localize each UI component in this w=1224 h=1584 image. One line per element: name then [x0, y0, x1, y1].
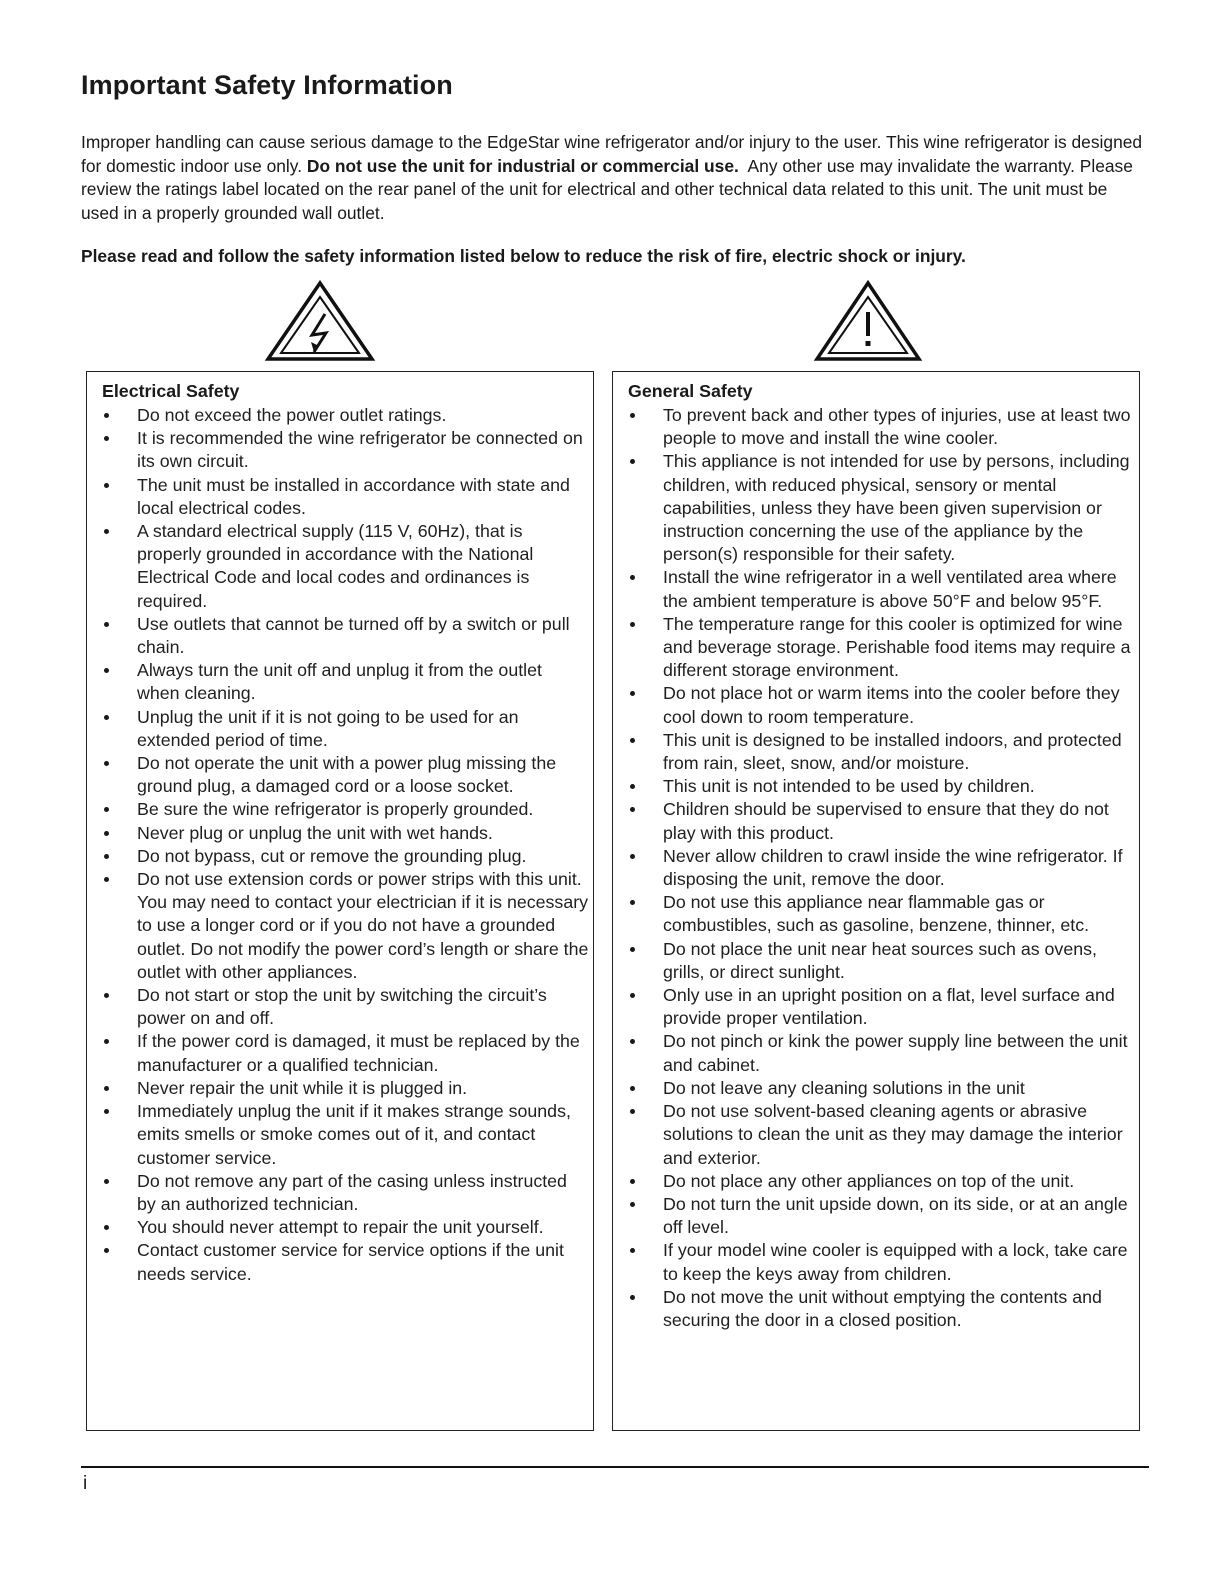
intro-paragraph — [81, 131, 1147, 225]
list-item: Do not leave any cleaning solutions in the unit — [613, 1077, 1139, 1100]
list-item: Never plug or unplug the unit with wet hands. — [87, 822, 593, 845]
list-item: Children should be supervised to ensure that they do not play with this product. — [613, 798, 1139, 844]
list-item: Do not move the unit without emptying the contents and securing the door in a closed position. — [613, 1286, 1139, 1332]
list-item: Immediately unplug the unit if it makes strange sounds, emits smells or smoke comes out of it, and contact customer service. — [87, 1100, 593, 1170]
electrical-safety-box — [86, 371, 594, 1431]
list-item: To prevent back and other types of injuries, use at least two people to move and install the wine cooler. — [613, 404, 1139, 450]
safety-instruction: Please read and follow the safety information listed below to reduce the risk of fire, electric shock or injury. — [81, 246, 966, 266]
list-item: Do not exceed the power outlet ratings. — [87, 404, 593, 427]
list-item: Do not place any other appliances on top of the unit. — [613, 1170, 1139, 1193]
list-item: Never repair the unit while it is plugged in. — [87, 1077, 593, 1100]
electrical-safety-list — [87, 404, 593, 1286]
list-item: This unit is not intended to be used by children. — [613, 775, 1139, 798]
list-item: Do not start or stop the unit by switching the circuit’s power on and off. — [87, 984, 593, 1030]
list-item: Do not pinch or kink the power supply line between the unit and cabinet. — [613, 1030, 1139, 1076]
list-item: Do not bypass, cut or remove the grounding plug. — [87, 845, 593, 868]
list-item: Do not use this appliance near flammable gas or combustibles, such as gasoline, benzene, thinner, etc. — [613, 891, 1139, 937]
list-item: A standard electrical supply (115 V, 60Hz), that is properly grounded in accordance with the National Electrical Code and local codes and ordinances is required. — [87, 520, 593, 613]
footer-divider — [81, 1466, 1149, 1468]
electrical-safety-title: Electrical Safety — [102, 381, 240, 401]
list-item: This appliance is not intended for use by persons, including children, with reduced physical, sensory or mental capabilities, unless they have been given supervision or instruction concerning the use of the appliance by the person(s) responsible for their safety. — [613, 450, 1139, 566]
list-item: Do not remove any part of the casing unless instructed by an authorized technician. — [87, 1170, 593, 1216]
list-item: Do not place the unit near heat sources such as ovens, grills, or direct sunlight. — [613, 938, 1139, 984]
list-item: Do not use extension cords or power strips with this unit. You may need to contact your electrician if it is necessary to use a longer cord or if you do not have a grounded outlet. Do not modify the power cord’s length or share the outlet with other appliances. — [87, 868, 593, 984]
general-safety-list — [613, 404, 1139, 1332]
list-item: The temperature range for this cooler is optimized for wine and beverage storage. Perishable food items may require a different storage environment. — [613, 613, 1139, 683]
list-item: It is recommended the wine refrigerator be connected on its own circuit. — [87, 427, 593, 473]
list-item: Use outlets that cannot be turned off by a switch or pull chain. — [87, 613, 593, 659]
intro-text-2: Any other use may invalidate the warranty. Please review the ratings label located on the rear panel of the unit for electrical and other technical data related to this unit. The unit must be used in a properly grounded wall outlet. — [81, 155, 1133, 223]
page-title: Important Safety Information — [81, 70, 453, 100]
list-item: Be sure the wine refrigerator is properly grounded. — [87, 798, 593, 821]
list-item: If your model wine cooler is equipped with a lock, take care to keep the keys away from children. — [613, 1239, 1139, 1285]
list-item: Do not turn the unit upside down, on its side, or at an angle off level. — [613, 1193, 1139, 1239]
general-warning-icon — [813, 280, 923, 362]
electric-shock-warning-icon — [264, 280, 376, 362]
intro-warning-bold: Do not use the unit for industrial or commercial use. — [306, 155, 739, 176]
list-item: Unplug the unit if it is not going to be used for an extended period of time. — [87, 706, 593, 752]
list-item: Always turn the unit off and unplug it from the outlet when cleaning. — [87, 659, 593, 705]
list-item: Contact customer service for service options if the unit needs service. — [87, 1239, 593, 1285]
list-item: Do not place hot or warm items into the cooler before they cool down to room temperature. — [613, 682, 1139, 728]
list-item: This unit is designed to be installed indoors, and protected from rain, sleet, snow, and/or moisture. — [613, 729, 1139, 775]
list-item: Never allow children to crawl inside the wine refrigerator. If disposing the unit, remove the door. — [613, 845, 1139, 891]
intro-text-1: Improper handling can cause serious damage to the EdgeStar wine refrigerator and/or injury to the user. This wine refrigerator is designed for domestic indoor use only. — [81, 132, 1143, 176]
list-item: Do not use solvent-based cleaning agents or abrasive solutions to clean the unit as they may damage the interior and exterior. — [613, 1100, 1139, 1170]
list-item: Install the wine refrigerator in a well ventilated area where the ambient temperature is above 50°F and below 95°F. — [613, 566, 1139, 612]
general-safety-title: General Safety — [628, 381, 753, 401]
general-safety-box — [612, 371, 1140, 1431]
list-item: Do not operate the unit with a power plug missing the ground plug, a damaged cord or a loose socket. — [87, 752, 593, 798]
list-item: Only use in an upright position on a flat, level surface and provide proper ventilation. — [613, 984, 1139, 1030]
list-item: If the power cord is damaged, it must be replaced by the manufacturer or a qualified technician. — [87, 1030, 593, 1076]
list-item: The unit must be installed in accordance with state and local electrical codes. — [87, 474, 593, 520]
page-number: i — [83, 1473, 88, 1494]
list-item: You should never attempt to repair the unit yourself. — [87, 1216, 593, 1239]
